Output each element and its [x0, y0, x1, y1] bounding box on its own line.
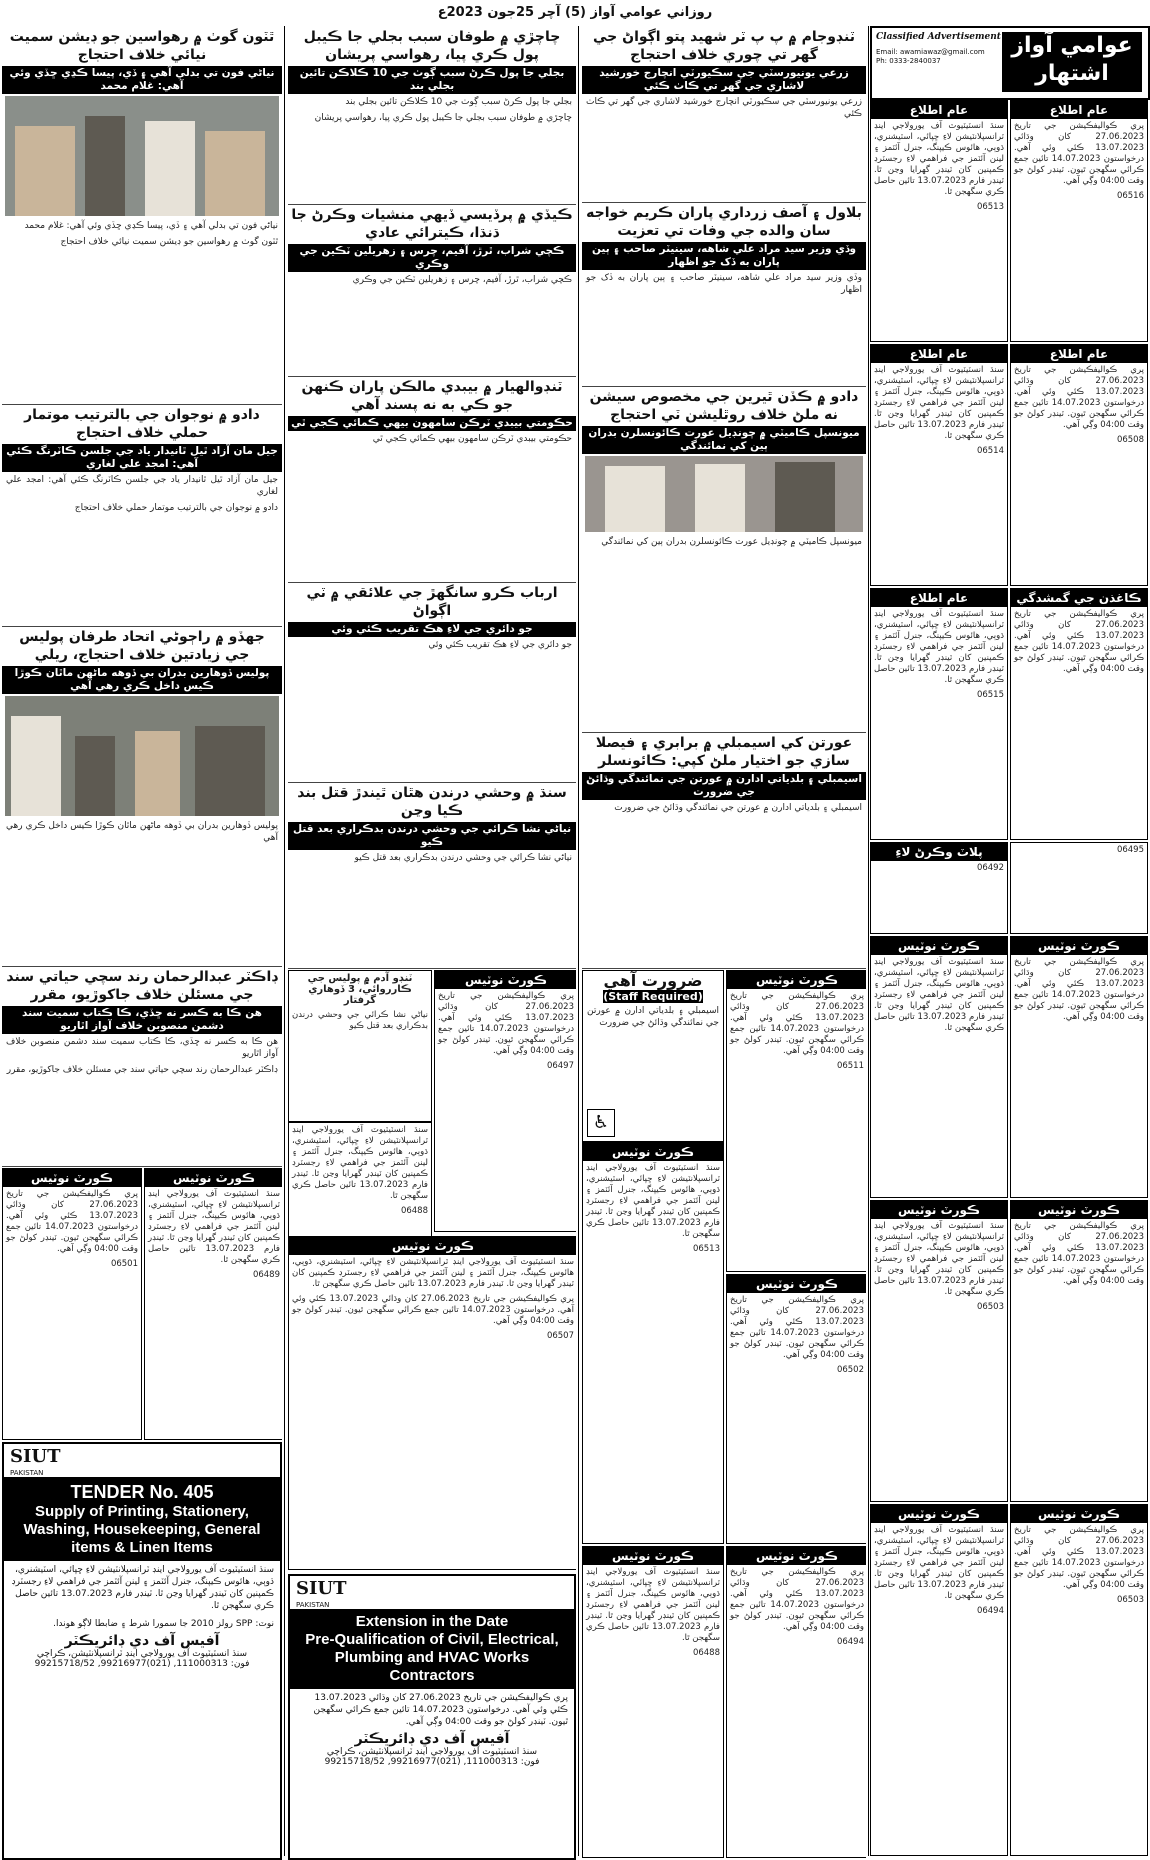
- notice-1-text: سنڌ انسٽيٽيوٽ آف يورولاجي اينڊ ٽرانسپلانٽيشن لاءِ ڇپائي، اسٽيشنري، ڌوٻي، هائوس ڪيپنگ، جنرل آئٽمز ۽ لينن آئٽمز جي فراهمي لاءِ رجسٽرڊ ڪمپنين کان ٽينڊر گهرايا وڃن ٿا. ٽينڊر فارم 13.07.2023 تائين حاصل ڪري سگهجن ٿا.: [874, 121, 1004, 197]
- story-5-headline: چاچڙي ۾ طوفان سبب بجلي جا ڪيبل پول ڪري پيا، رهواسي پريشان: [303, 29, 561, 63]
- story-2: [2, 404, 282, 627]
- court-notice-16-text: پري ڪواليفڪيشن جي تاريخ 27.06.2023 کان وڌائي 13.07.2023 ڪئي وئي آهي. درخواستون 14.07.2023 تائين جمع ڪرائي سگهجن ٿيون. ٽينڊر کولڻ جو وقت 04:00 وڳي آهي.: [1014, 1525, 1145, 1590]
- story-7-body: حڪومتي بيبدي ٽرڪن سامهون بيهي ڪمائي ڪجي ٿي: [372, 434, 572, 444]
- story-6: [288, 204, 576, 377]
- court-notice-2-title: ڪورٽ نوٽيس: [145, 1169, 282, 1187]
- court-notice-7-number: 06513: [692, 1244, 720, 1254]
- story-12-headline: عورتن کي اسيمبلي ۾ برابري ۽ فيصلا سازي جو اختيار ملڻ کپي: ڪائونسلر: [595, 735, 853, 769]
- story-13-body: نياڻي نشا ڪرائي جي وحشي درندن بدڪراري بعد قتل ڪيو: [354, 853, 572, 863]
- story-2-body-2: دادو ۾ نوجوان جي بالترتيب موتمار حملي خلاف احتجاج: [74, 503, 278, 513]
- story-12-subheadline: اسيمبلي ۽ بلدياتي ادارن ۾ عورتن جي نمائندگي وڌائڻ جي ضرورت: [582, 772, 866, 800]
- court-notice-3-number: 06497: [546, 1061, 574, 1071]
- tender-405-subtitle: Supply of Printing, Stationery, Washing, Housekeeping, General items & Linen Items: [23, 1503, 261, 1556]
- court-notice-5: [288, 1236, 576, 1570]
- story-11: [582, 386, 866, 733]
- story-10-subheadline: وڏي وزير سيد مراد علي شاهه، سينيٽر صاحب ۽ ٻين پاران به ڏک جو اظهار: [582, 242, 866, 270]
- story-12-body: اسيمبلي ۽ بلدياتي ادارن ۾ عورتن جي نمائندگي وڌائڻ جي ضرورت: [614, 803, 862, 813]
- story-8-headline: ارباب ڪرو سانگهڙ جي علائقي ۾ ٽي اڳواڻ: [306, 585, 558, 619]
- staff-required-title: ضرورت آهي: [603, 971, 703, 990]
- court-notice-8-text: پري ڪواليفڪيشن جي تاريخ 27.06.2023 کان وڌائي 13.07.2023 ڪئي وئي آهي. درخواستون 14.07.2023 تائين جمع ڪرائي سگهجن ٿيون. ٽينڊر کولڻ جو وقت 04:00 وڳي آهي.: [730, 1295, 864, 1360]
- story-2-subheadline: جيل مان آزاد ٿيل ٿانيدار ياد جي جلسن ڪاٽرنگ ڪئي آهي: امجد علي لغاري: [2, 444, 282, 472]
- story-6-headline: ڪيڏي ۾ پرڏيسي ڏيهي منشيات وڪرڻ جا ڌنڌا، ڪيترائي عادي: [291, 207, 573, 241]
- court-notice-13-title: ڪورٽ نوٽيس: [871, 1201, 1007, 1219]
- court-notice-4-number: 06488: [400, 1206, 428, 1216]
- court-notice-5-number: 06507: [546, 1331, 574, 1341]
- tender-405-signer: آفيس آف دي ڊائريڪٽر: [64, 1633, 220, 1649]
- court-notice-4: [288, 1122, 432, 1244]
- notice-7-title: پلاٽ وڪرڻ لاءِ: [871, 843, 1007, 861]
- notice-1-number: 06513: [976, 202, 1004, 212]
- notice-7-number: 06492: [976, 863, 1004, 873]
- court-notice-13-number: 06503: [976, 1302, 1004, 1312]
- notice-8: [1010, 842, 1148, 934]
- court-notice-15: [870, 1504, 1008, 1856]
- siut-logo-2: SIUT: [296, 1578, 347, 1599]
- court-notice-9-text: سنڌ انسٽيٽيوٽ آف يورولاجي اينڊ ٽرانسپلانٽيشن لاءِ ڇپائي، اسٽيشنري، ڌوٻي، هائوس ڪيپنگ، جنرل آئٽمز ۽ لينن آئٽمز جي فراهمي لاءِ رجسٽرڊ ڪمپنين کان ٽينڊر گهرايا وڃن ٿا. ٽينڊر فارم 13.07.2023 تائين حاصل ڪري سگهجن ٿا.: [586, 1567, 720, 1643]
- court-notice-13: [870, 1200, 1008, 1502]
- classified-contact: Email: awamiawaz@gmail.com Ph: 0333-2840037: [876, 48, 985, 65]
- prequalification-address: سنڌ انسٽيٽيوٽ آف يورولاجي اينڊ ٽرانسپلانٽيشن، ڪراچي: [326, 1747, 538, 1757]
- court-notice-8-title: ڪورٽ نوٽيس: [727, 1275, 866, 1293]
- notice-2-title: عام اطلاع: [1011, 101, 1147, 119]
- story-9: [582, 26, 866, 203]
- masthead: روزاني عوامي آواز (5) آچر 25جون 2023ع: [437, 5, 713, 20]
- court-notice-3-title: ڪورٽ نوٽيس: [435, 971, 576, 989]
- court-notice-5-text-2: پري ڪواليفڪيشن جي تاريخ 27.06.2023 کان وڌائي 13.07.2023 ڪئي وئي آهي. درخواستون 14.07.2023 تائين جمع ڪرائي سگهجن ٿيون. ٽينڊر کولڻ جو وقت 04:00 وڳي آهي.: [292, 1294, 574, 1326]
- story-13-subheadline: نياڻي نشا ڪرائي جي وحشي درندن بدڪراري بعد قتل ڪيو: [288, 822, 576, 850]
- story-13-headline: سنڌ ۾ وحشي درندن هٿان ٿيندڙ قتل بند ڪيا وڃن: [297, 785, 567, 819]
- court-notice-6: [726, 970, 866, 1272]
- story-4-body-2: ڊاڪٽر عبدالرحمان رند سچي حياتي سند جي مسئلن خلاف جاکوڙيو، مقرر: [6, 1065, 278, 1075]
- story-1-headline: ٿٽون گوٺ ۾ رهواسين جو ڊيشن سميت نيائي خلاف احتجاج: [9, 29, 275, 63]
- notice-3-title: عام اطلاع: [871, 345, 1007, 363]
- notice-5-number: 06515: [976, 690, 1004, 700]
- court-notice-10-text: پري ڪواليفڪيشن جي تاريخ 27.06.2023 کان وڌائي 13.07.2023 ڪئي وئي آهي. درخواستون 14.07.2023 تائين جمع ڪرائي سگهجن ٿيون. ٽينڊر کولڻ جو وقت 04:00 وڳي آهي.: [730, 1567, 864, 1632]
- prequalification-body: پري ڪواليفڪيشن جي تاريخ 27.06.2023 کان وڌائي 13.07.2023 ڪئي وئي آهي. درخواستون 14.07.2023 تائين جمع ڪرائي سگهجن ٿيون. ٽينڊر کولڻ جو وقت 04:00 وڳي آهي.: [313, 1693, 568, 1727]
- court-notice-10: [726, 1546, 866, 1858]
- story-1-subheadline: نياڻي فون تي بدلي آهي ۽ ڏي، پيسا ڪڍي ڇڏي وئي آهي: غلام محمد: [2, 66, 282, 94]
- notice-2: [1010, 100, 1148, 342]
- tender-405-note: نوٽ: SPP رولز 2010 جا سمورا شرط ۽ ضابطا لاڳو هوندا.: [53, 1619, 274, 1629]
- court-notice-10-number: 06494: [836, 1637, 864, 1647]
- story-8-subheadline: جو دائري جي لاءِ هڪ تقريب ڪئي وئي: [288, 622, 576, 637]
- story-7: [288, 376, 576, 583]
- court-notice-7: [582, 1142, 724, 1544]
- tender-405-address: سنڌ انسٽيٽيوٽ آف يورولاجي اينڊ ٽرانسپلانٽيشن، ڪراچي: [36, 1649, 248, 1659]
- police-note-title: ٽنڊو آدم ۾ پوليس جي ڪارروائي، 3 ڏوهاري گرفتار: [307, 973, 413, 1006]
- story-4-body: هن ڪا به ڪسر نه ڇڏي، ڪا ڪتاب سميت سند دشمن منصوبن خلاف آواز اٿاريو: [6, 1037, 278, 1059]
- notice-1-title: عام اطلاع: [871, 101, 1007, 119]
- prequalification-banner: [290, 1609, 574, 1689]
- police-note: [288, 970, 432, 1122]
- court-notice-8-number: 06502: [836, 1365, 864, 1375]
- tender-405-phone: فون: 111000313, (021)99216977, 99215718/52: [34, 1659, 250, 1669]
- siut-logo-sub: PAKISTAN: [10, 1469, 44, 1477]
- notice-6-title: ڪاغذن جي گمشدگي: [1011, 589, 1147, 607]
- court-notice-2-number: 06489: [252, 1270, 280, 1280]
- notice-2-number: 06516: [1116, 191, 1144, 201]
- notice-5-title: عام اطلاع: [871, 589, 1007, 607]
- court-notice-5-title: ڪورٽ نوٽيس: [289, 1237, 576, 1255]
- story-8: [288, 582, 576, 783]
- court-notice-14-text: پري ڪواليفڪيشن جي تاريخ 27.06.2023 کان وڌائي 13.07.2023 ڪئي وئي آهي. درخواستون 14.07.2023 تائين جمع ڪرائي سگهجن ٿيون. ٽينڊر کولڻ جو وقت 04:00 وڳي آهي.: [1014, 1221, 1145, 1286]
- notice-4-number: 06508: [1116, 435, 1144, 445]
- notice-6: [1010, 588, 1148, 840]
- notice-2-text: پري ڪواليفڪيشن جي تاريخ 27.06.2023 کان وڌائي 13.07.2023 ڪئي وئي آهي. درخواستون 14.07.2023 تائين جمع ڪرائي سگهجن ٿيون. ٽينڊر کولڻ جو وقت 04:00 وڳي آهي.: [1014, 121, 1145, 186]
- story-4-headline: ڊاڪٽر عبدالرحمان رند سچي حياتي سند جي مسئلن خلاف جاکوڙيو، مقرر: [6, 969, 278, 1003]
- story-11-body: ميونسپل ڪاميٽي ۾ چونڊيل عورت ڪائونسلرن بدران ٻين کي نمائندگي: [601, 537, 862, 547]
- notice-3-text: سنڌ انسٽيٽيوٽ آف يورولاجي اينڊ ٽرانسپلانٽيشن لاءِ ڇپائي، اسٽيشنري، ڌوٻي، هائوس ڪيپنگ، جنرل آئٽمز ۽ لينن آئٽمز جي فراهمي لاءِ رجسٽرڊ ڪمپنين کان ٽينڊر گهرايا وڃن ٿا. ٽينڊر فارم 13.07.2023 تائين حاصل ڪري سگهجن ٿا.: [874, 365, 1004, 441]
- tender-405-title: TENDER No. 405: [70, 1482, 214, 1502]
- court-notice-5-text: سنڌ انسٽيٽيوٽ آف يورولاجي اينڊ ٽرانسپلانٽيشن لاءِ ڇپائي، اسٽيشنري، ڌوٻي، هائوس ڪيپنگ، جنرل آئٽمز ۽ لينن آئٽمز جي فراهمي لاءِ رجسٽرڊ ڪمپنين کان ٽينڊر گهرايا وڃن ٿا. ٽينڊر فارم 13.07.2023 تائين حاصل ڪري سگهجن ٿا.: [292, 1257, 574, 1289]
- story-11-subheadline: ميونسپل ڪاميٽي ۾ چونڊيل عورت ڪائونسلرن بدران ٻين کي نمائندگي: [582, 426, 866, 454]
- column-divider-3: [868, 26, 869, 1856]
- court-notice-11-title: ڪورٽ نوٽيس: [871, 937, 1007, 955]
- story-5: [288, 26, 576, 205]
- notice-4-title: عام اطلاع: [1011, 345, 1147, 363]
- story-1: [2, 26, 282, 405]
- court-notice-15-text: سنڌ انسٽيٽيوٽ آف يورولاجي اينڊ ٽرانسپلانٽيشن لاءِ ڇپائي، اسٽيشنري، ڌوٻي، هائوس ڪيپنگ، جنرل آئٽمز ۽ لينن آئٽمز جي فراهمي لاءِ رجسٽرڊ ڪمپنين کان ٽينڊر گهرايا وڃن ٿا. ٽينڊر فارم 13.07.2023 تائين حاصل ڪري سگهجن ٿا.: [874, 1525, 1004, 1601]
- court-notice-6-number: 06511: [836, 1061, 864, 1071]
- notice-8-number: 06495: [1116, 845, 1144, 855]
- story-4: [2, 966, 282, 1167]
- notice-4-text: پري ڪواليفڪيشن جي تاريخ 27.06.2023 کان وڌائي 13.07.2023 ڪئي وئي آهي. درخواستون 14.07.2023 تائين جمع ڪرائي سگهجن ٿيون. ٽينڊر کولڻ جو وقت 04:00 وڳي آهي.: [1014, 365, 1145, 430]
- notice-3: [870, 344, 1008, 586]
- prequalification-ad: [288, 1574, 576, 1860]
- staff-required-subtitle: (Staff Required): [603, 990, 703, 1003]
- court-notice-4-text: سنڌ انسٽيٽيوٽ آف يورولاجي اينڊ ٽرانسپلانٽيشن لاءِ ڇپائي، اسٽيشنري، ڌوٻي، هائوس ڪيپنگ، جنرل آئٽمز ۽ لينن آئٽمز جي فراهمي لاءِ رجسٽرڊ ڪمپنين کان ٽينڊر گهرايا وڃن ٿا. ٽينڊر فارم 13.07.2023 تائين حاصل ڪري سگهجن ٿا.: [292, 1125, 428, 1201]
- court-notice-6-title: ڪورٽ نوٽيس: [727, 971, 866, 989]
- story-9-headline: ٽنڊوجام ۾ پ پ ٽر شهيد پتو اڳواڻ جي گهر تي چوري خلاف احتجاج: [593, 29, 855, 63]
- story-6-subheadline: ڪچي شراب، ٿرڙ، آفيم، چرس ۽ زهريلين ٽڪين جي وڪري: [288, 244, 576, 272]
- notice-3-number: 06514: [976, 446, 1004, 456]
- notice-4: [1010, 344, 1148, 586]
- story-3: [2, 626, 282, 967]
- prequalification-phone: فون: 111000313, (021)99216977, 99215718/52: [324, 1757, 540, 1767]
- story-3-body: پوليس ڏوهارين بدران بي ڏوهه ماڻهن ماٿان ڪوڙا ڪيس داخل ڪري رهي آهي: [6, 821, 278, 843]
- story-3-subheadline: پوليس ڏوهارين بدران بي ڏوهه ماڻهن ماٿان ڪوڙا ڪيس داخل ڪري رهي آهي: [2, 666, 282, 694]
- court-notice-10-title: ڪورٽ نوٽيس: [727, 1547, 866, 1565]
- column-classifieds: [870, 100, 1148, 1856]
- court-notice-12-title: ڪورٽ نوٽيس: [1011, 937, 1147, 955]
- notice-7: [870, 842, 1008, 934]
- court-notice-9-number: 06488: [692, 1648, 720, 1658]
- court-notice-11-text: سنڌ انسٽيٽيوٽ آف يورولاجي اينڊ ٽرانسپلانٽيشن لاءِ ڇپائي، اسٽيشنري، ڌوٻي، هائوس ڪيپنگ، جنرل آئٽمز ۽ لينن آئٽمز جي فراهمي لاءِ رجسٽرڊ ڪمپنين کان ٽينڊر گهرايا وڃن ٿا. ٽينڊر فارم 13.07.2023 تائين حاصل ڪري سگهجن ٿا.: [874, 957, 1004, 1033]
- court-notice-2-text: سنڌ انسٽيٽيوٽ آف يورولاجي اينڊ ٽرانسپلانٽيشن لاءِ ڇپائي، اسٽيشنري، ڌوٻي، هائوس ڪيپنگ، جنرل آئٽمز ۽ لينن آئٽمز جي فراهمي لاءِ رجسٽرڊ ڪمپنين کان ٽينڊر گهرايا وڃن ٿا. ٽينڊر فارم 13.07.2023 تائين حاصل ڪري سگهجن ٿا.: [148, 1189, 280, 1265]
- siut-logo: SIUT: [10, 1446, 61, 1467]
- story-13: [288, 782, 576, 969]
- story-2-headline: دادو ۾ نوجوان جي بالترتيب موتمار حملي خلاف احتجاج: [24, 407, 260, 441]
- court-notice-7-text: سنڌ انسٽيٽيوٽ آف يورولاجي اينڊ ٽرانسپلانٽيشن لاءِ ڇپائي، اسٽيشنري، ڌوٻي، هائوس ڪيپنگ، جنرل آئٽمز ۽ لينن آئٽمز جي فراهمي لاءِ رجسٽرڊ ڪمپنين کان ٽينڊر گهرايا وڃن ٿا. ٽينڊر فارم 13.07.2023 تائين حاصل ڪري سگهجن ٿا.: [586, 1163, 720, 1239]
- notice-5: [870, 588, 1008, 840]
- court-notice-2: [144, 1168, 282, 1440]
- court-notice-12-text: پري ڪواليفڪيشن جي تاريخ 27.06.2023 کان وڌائي 13.07.2023 ڪئي وئي آهي. درخواستون 14.07.2023 تائين جمع ڪرائي سگهجن ٿيون. ٽينڊر کولڻ جو وقت 04:00 وڳي آهي.: [1014, 957, 1145, 1022]
- court-notice-14-title: ڪورٽ نوٽيس: [1011, 1201, 1147, 1219]
- column-left: [2, 26, 282, 1860]
- story-3-photo: [5, 696, 279, 816]
- court-notice-12: [1010, 936, 1148, 1198]
- story-5-body: بجلي جا پول ڪرڻ سبب ڳوٺ جي 10 ڪلاڪن تائين بجلي بند: [345, 97, 572, 107]
- court-notice-14: [1010, 1200, 1148, 1502]
- story-11-photo: [585, 456, 863, 532]
- court-notice-1-title: ڪورٽ نوٽيس: [3, 1169, 141, 1187]
- court-notice-16-title: ڪورٽ نوٽيس: [1011, 1505, 1147, 1523]
- staff-required-body: اسيمبلي ۽ بلدياتي ادارن ۾ عورتن جي نمائندگي وڌائڻ جي ضرورت: [587, 1006, 719, 1028]
- court-notice-16: [1010, 1504, 1148, 1856]
- court-notice-3: [434, 970, 576, 1232]
- story-10-headline: بلاول ۽ آصف زرداري پاران ڪريم خواجه سان والده جي وفات تي تعزيت: [586, 205, 862, 239]
- court-notice-8: [726, 1274, 866, 1544]
- story-12: [582, 732, 866, 969]
- column-divider-1: [284, 26, 285, 1856]
- prequalification-signer: آفيس آف دي ڊائريڪٽر: [354, 1731, 510, 1747]
- court-notice-7-title: ڪورٽ نوٽيس: [583, 1143, 723, 1161]
- story-10-body: وڏي وزير سيد مراد علي شاهه، سينيٽر صاحب ۽ ٻين پاران به ڏک جو اظهار: [586, 273, 862, 295]
- court-notice-1-text: پري ڪواليفڪيشن جي تاريخ 27.06.2023 کان وڌائي 13.07.2023 ڪئي وئي آهي. درخواستون 14.07.2023 تائين جمع ڪرائي سگهجن ٿيون. ٽينڊر کولڻ جو وقت 04:00 وڳي آهي.: [6, 1189, 139, 1254]
- story-7-subheadline: حڪومتي بيبدي ٽرڪن سامهون بيهي ڪمائي ڪجي ٿي: [288, 416, 576, 431]
- story-6-body: ڪچي شراب، ٿرڙ، آفيم، چرس ۽ زهريلين ٽڪين جي وڪري: [352, 275, 572, 285]
- notice-1: [870, 100, 1008, 342]
- story-3-headline: جهڏو ۾ راڄوڻي اتحاد طرفان پوليس جي زيادتين خلاف احتجاج، ريلي: [19, 629, 265, 663]
- court-notice-9-title: ڪورٽ نوٽيس: [583, 1547, 723, 1565]
- story-4-subheadline: هن ڪا به ڪسر نه ڇڏي، ڪا ڪتاب سميت سند دشمن منصوبن خلاف آواز اٿاريو: [2, 1006, 282, 1034]
- tender-405-banner: [4, 1477, 280, 1561]
- story-5-subheadline: بجلي جا پول ڪرڻ سبب ڳوٺ جي 10 ڪلاڪن تائين بجلي بند: [288, 66, 576, 94]
- court-notice-16-number: 06503: [1116, 1595, 1144, 1605]
- court-notice-9: [582, 1546, 724, 1858]
- classified-english-title: Classified Advertisement: [876, 32, 1001, 42]
- wheelchair-icon: ♿: [587, 1109, 615, 1137]
- story-11-headline: دادو ۾ ڪڏن ٿيرين جي مخصوص سيشن نه ملڻ خلاف روٿليشن ٽي احتجاج: [589, 389, 859, 423]
- column-middle-left: [288, 26, 576, 1860]
- story-10: [582, 202, 866, 387]
- siut-logo-sub-2: PAKISTAN: [296, 1601, 330, 1609]
- story-8-body: جو دائري جي لاءِ هڪ تقريب ڪئي وئي: [428, 640, 572, 650]
- story-2-body: جيل مان آزاد ٿيل ٿانيدار ياد جي جلسن ڪاٽرنگ ڪئي آهي: امجد علي لغاري: [6, 475, 278, 497]
- staff-required-ad: [582, 970, 724, 1142]
- column-middle-right: [582, 26, 866, 1860]
- prequalification-title-1: Extension in the Date: [355, 1613, 509, 1630]
- court-notice-15-title: ڪورٽ نوٽيس: [871, 1505, 1007, 1523]
- court-notice-13-text: سنڌ انسٽيٽيوٽ آف يورولاجي اينڊ ٽرانسپلانٽيشن لاءِ ڇپائي، اسٽيشنري، ڌوٻي، هائوس ڪيپنگ، جنرل آئٽمز ۽ لينن آئٽمز جي فراهمي لاءِ رجسٽرڊ ڪمپنين کان ٽينڊر گهرايا وڃن ٿا. ٽينڊر فارم 13.07.2023 تائين حاصل ڪري سگهجن ٿا.: [874, 1221, 1004, 1297]
- story-1-body-2: ٿٽون گوٺ ۾ رهواسين جو ڊيشن سميت نيائي خلاف احتجاج: [60, 237, 278, 247]
- court-notice-3-text: پري ڪواليفڪيشن جي تاريخ 27.06.2023 کان وڌائي 13.07.2023 ڪئي وئي آهي. درخواستون 14.07.2023 تائين جمع ڪرائي سگهجن ٿيون. ٽينڊر کولڻ جو وقت 04:00 وڳي آهي.: [438, 991, 575, 1056]
- classified-header: [870, 26, 1150, 100]
- notice-6-text: پري ڪواليفڪيشن جي تاريخ 27.06.2023 کان وڌائي 13.07.2023 ڪئي وئي آهي. درخواستون 14.07.2023 تائين جمع ڪرائي سگهجن ٿيون. ٽينڊر کولڻ جو وقت 04:00 وڳي آهي.: [1014, 609, 1145, 674]
- court-notice-11: [870, 936, 1008, 1198]
- police-note-text: نياڻي نشا ڪرائي جي وحشي درندن بدڪراري بعد قتل ڪيو: [292, 1010, 428, 1031]
- story-1-body: نياڻي فون تي بدلي آهي ۽ ڏي، پيسا ڪڍي ڇڏي وئي آهي: غلام محمد: [24, 221, 278, 231]
- court-notice-15-number: 06494: [976, 1606, 1004, 1616]
- tender-405-ad: [2, 1442, 282, 1860]
- story-1-photo: [5, 96, 279, 216]
- notice-5-text: سنڌ انسٽيٽيوٽ آف يورولاجي اينڊ ٽرانسپلانٽيشن لاءِ ڇپائي، اسٽيشنري، ڌوٻي، هائوس ڪيپنگ، جنرل آئٽمز ۽ لينن آئٽمز جي فراهمي لاءِ رجسٽرڊ ڪمپنين کان ٽينڊر گهرايا وڃن ٿا. ٽينڊر فارم 13.07.2023 تائين حاصل ڪري سگهجن ٿا.: [874, 609, 1004, 685]
- court-notice-1-number: 06501: [110, 1259, 138, 1269]
- story-9-body: زرعي يونيورسٽي جي سڪيورٽي انچارج خورشيد لاشاري جي گهر تي ڪاٺ ڪئي: [586, 97, 862, 119]
- prequalification-title-2: Pre-Qualification of Civil, Electrical, Plumbing and HVAC Works Contractors: [305, 1631, 559, 1684]
- story-5-body-2: چاچڙي ۾ طوفان سبب بجلي جا ڪيبل پول ڪري پيا، رهواسي پريشان: [314, 113, 572, 123]
- classified-brand: عوامي آواز اشتهار: [1002, 32, 1142, 92]
- story-7-headline: ٽنڊوالهيار ۾ بيبدي مالڪن پاران ڪنهن جو ڪي به نه پسند آهي: [301, 379, 563, 413]
- story-9-subheadline: زرعي يونيورسٽي جي سڪيورٽي انچارج خورشيد لاشاري جي گهر تي ڪاٺ ڪئي: [582, 66, 866, 94]
- court-notice-1: [2, 1168, 142, 1440]
- column-divider-2: [578, 26, 579, 1856]
- tender-405-body: سنڌ انسٽيٽيوٽ آف يورولاجي اينڊ ٽرانسپلانٽيشن لاءِ ڇپائي، اسٽيشنري، ڌوٻي، هائوس ڪيپنگ، جنرل آئٽمز ۽ لينن آئٽمز جي فراهمي لاءِ رجسٽرڊ ڪمپنين کان ٽينڊر گهرايا وڃن ٿا. ٽينڊر فارم 13.07.2023 تائين حاصل ڪري سگهجن ٿا.: [11, 1565, 274, 1611]
- court-notice-6-text: پري ڪواليفڪيشن جي تاريخ 27.06.2023 کان وڌائي 13.07.2023 ڪئي وئي آهي. درخواستون 14.07.2023 تائين جمع ڪرائي سگهجن ٿيون. ٽينڊر کولڻ جو وقت 04:00 وڳي آهي.: [730, 991, 864, 1056]
